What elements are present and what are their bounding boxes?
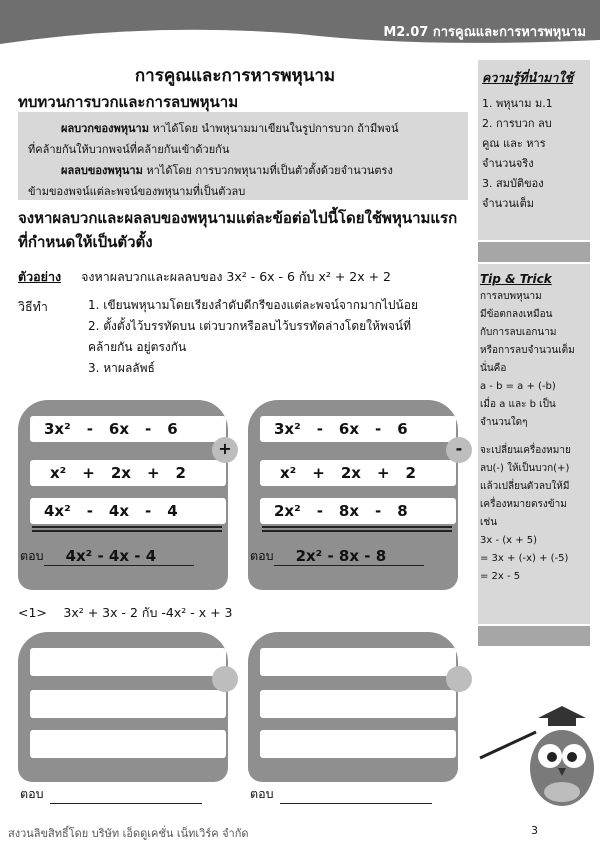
review-box [18,112,468,200]
review-sum-cont: ที่คล้ายกันให้บวกพจน์ที่คล้ายกันเข้าด้วยกัน [28,143,230,156]
owl-mascot-icon [478,690,596,810]
work-row: x² + 2x + 2 [30,460,226,486]
answer-line [20,546,194,566]
knowledge-heading: ความรู้ที่นำมาใช้ [482,70,574,85]
step: คล้ายกัน อยู่ตรงกัน [88,340,187,354]
blank-row[interactable] [30,730,226,758]
example [18,267,391,287]
page-title: การคูณและการหารพหุนาม [134,66,336,86]
page-number: 3 [531,824,538,837]
step: 1. เขียนพหุนามโดยเรียงลำดับดีกรีของแต่ละพจน์จากมากไปน้อย [88,298,418,312]
exercise-number: <1> [18,605,47,620]
answer-label: ตอบ [250,548,274,563]
blank-row[interactable] [30,690,226,718]
answer-label: ตอบ [20,786,44,801]
work-row-result: 4x² - 4x - 4 [30,498,226,524]
sidebar [478,60,590,650]
lesson-code: M2.07 การคูณและการหารพหุนาม [383,25,586,40]
minus-operator: - [446,437,472,463]
result-rule [262,526,452,532]
operator-circle [446,666,472,692]
result-rule [32,526,222,532]
answer-blank[interactable] [50,788,202,804]
sidebar-divider [478,626,590,646]
answer-value: 2x² - 8x - 8 [274,547,424,566]
work-row: 3x² - 6x - 6 [260,416,456,442]
work-panel-addition [18,400,228,590]
example-text: จงหาผลบวกและผลลบของ 3x² - 6x - 6 กับ x² + 2x + 2 [81,269,391,284]
blank-row[interactable] [260,648,456,676]
tip-box [478,264,590,624]
step: 2. ตั้งตั้งไว้บรรทัดบน เต่วบวกหรือลบไว้บรรทัดล่างโดยให้พจน์ที่ [88,319,412,333]
header-band [0,0,600,56]
answer-line [250,546,424,566]
method-label: วิธีทำ [18,299,48,314]
plus-operator: + [212,437,238,463]
sidebar-divider [478,242,590,262]
work-row: x² + 2x + 2 [260,460,456,486]
tip-heading: Tip & Trick [480,272,552,286]
step: 3. หาผลลัพธ์ [88,361,155,375]
answer-line [20,784,202,804]
answer-label: ตอบ [250,786,274,801]
blank-row[interactable] [30,648,226,676]
answer-label: ตอบ [20,548,44,563]
review-diff: ผลลบของพหุนาม หาได้โดย การบวกพหุนามที่เป็นตัวตั้งด้วยจำนวนตรง [61,164,393,177]
knowledge-list: 1. พหุนาม ม.1 2. การบวก ลบ คูณ และ หาร จำนวนจริง 3. สมบัติของ จำนวนเต็ม [482,97,553,210]
exercise-1 [18,603,232,623]
tip-text: การลบพหุนาม มีข้อตกลงเหมือน กับการลบเอกนาม หรือการลบจำนวนเต็ม นั่นคือ a - b = a + (-b) เมื่อ a และ b เป็น จำนวนใดๆ จะเปลี่ยนเครื่องหมาย ลบ(-) ให้เป็นบวก(+) แล้วเปลี่ยนตัวลบให้มี เครื่องหมายตรงข้าม เช่น 3x - (x + 5) = 3x + (-x) + (-5) = 2x - 5 [480,291,575,582]
answer-line [250,784,432,804]
review-diff-cont: ข้ามของพจน์แต่ละพจน์ของพหุนามที่เป็นตัวลบ [28,185,246,198]
section-title: ทบทวนการบวกและการลบพหุนาม [18,93,239,111]
work-panel-subtraction [248,400,458,590]
work-row-result: 2x² - 8x - 8 [260,498,456,524]
work-row: 3x² - 6x - 6 [30,416,226,442]
exercise-panel-subtraction [248,632,458,812]
copyright: สงวนลิขสิทธิ์โดย บริษัท เอ็ดดูเคชั่น เน็ทเวิร์ค จำกัด [8,827,249,840]
method-steps [88,295,418,379]
instruction: จงหาผลบวกและผลลบของพหุนามแต่ละข้อต่อไปนี้โดยใช้พหุนามแรก ที่กำหนดให้เป็นตัวตั้ง [18,209,458,251]
blank-row[interactable] [260,690,456,718]
review-sum: ผลบวกของพหุนาม หาได้โดย นำพหุนามมาเขียนในรูปการบวก ถ้ามีพจน์ [61,122,399,135]
example-label: ตัวอย่าง [18,269,62,284]
exercise-panel-addition [18,632,228,812]
knowledge-box [478,60,590,240]
operator-circle [212,666,238,692]
exercise-text: 3x² + 3x - 2 กับ -4x² - x + 3 [63,605,233,620]
answer-value: 4x² - 4x - 4 [44,547,194,566]
answer-blank[interactable] [280,788,432,804]
blank-row[interactable] [260,730,456,758]
